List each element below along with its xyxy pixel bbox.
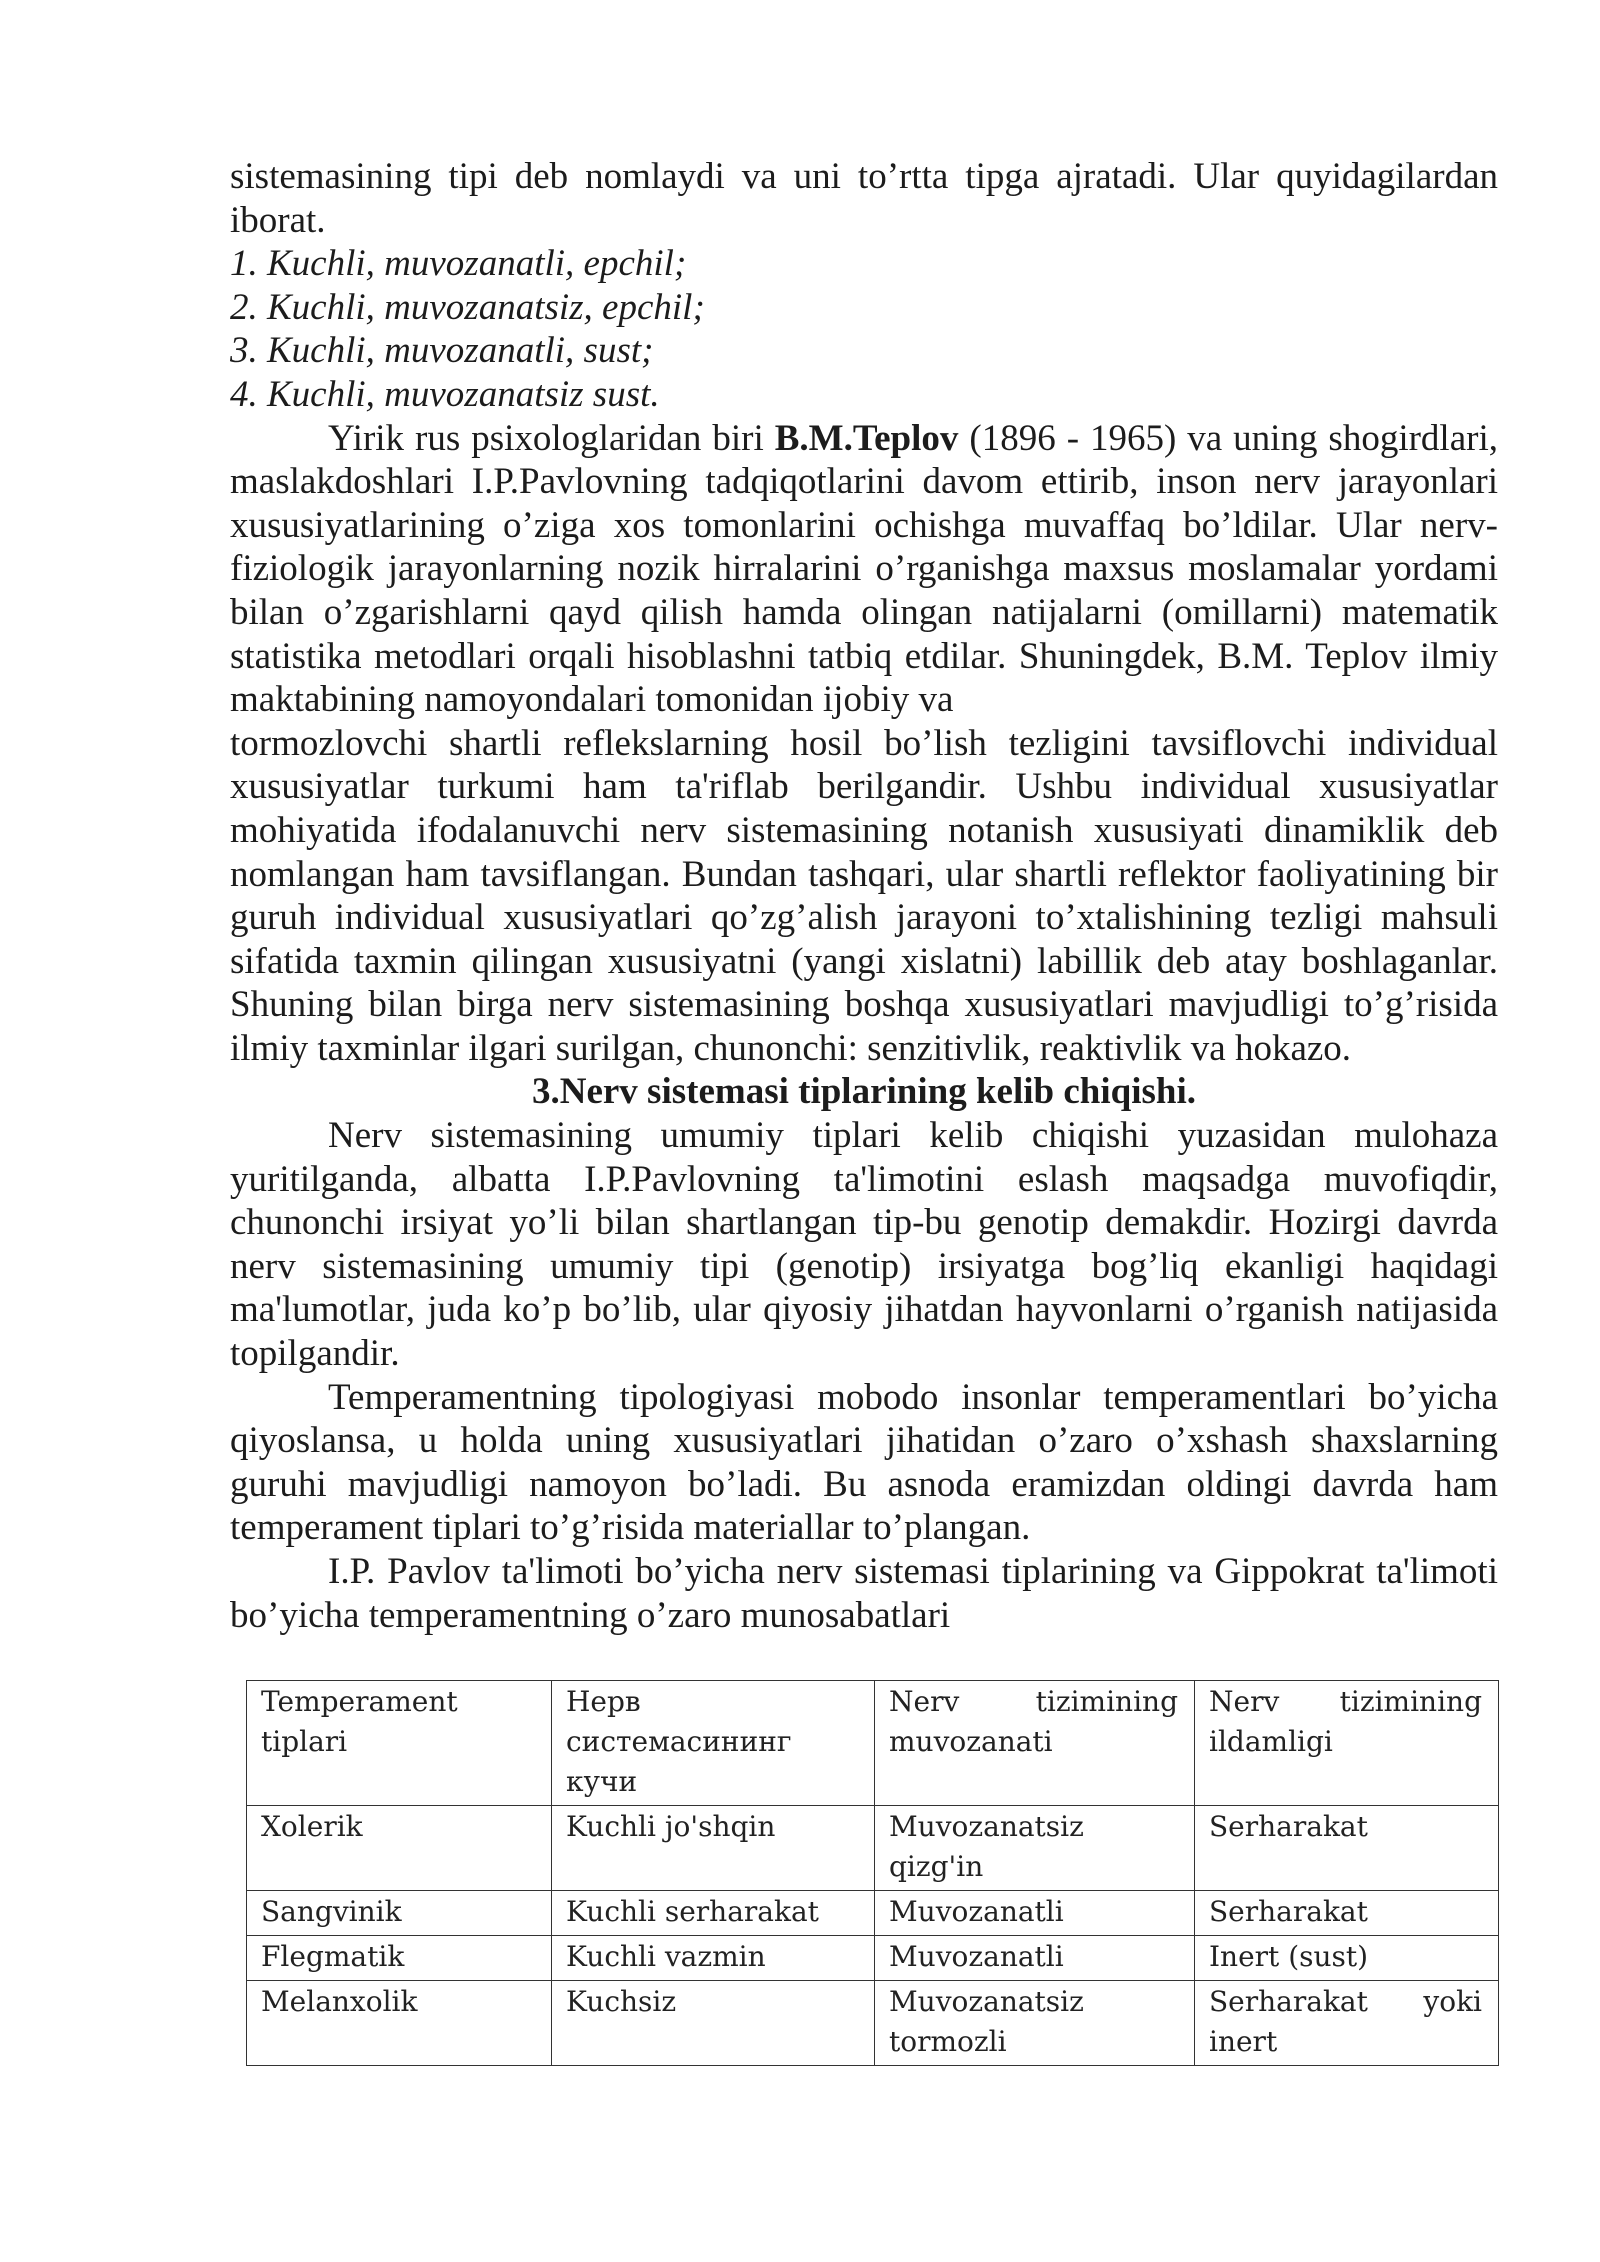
table-cell: Muvozanatli [875, 1891, 1195, 1936]
table-cell: Serharakat [1195, 1806, 1499, 1891]
table-cell: Serharakat [1195, 1891, 1499, 1936]
table-header-cell: Nerv tizimining ildamligi [1195, 1681, 1499, 1806]
table-cell: Inert (sust) [1195, 1936, 1499, 1981]
table-row [247, 1936, 1499, 1981]
table-cell: Muvozanatsiz qizg'in [875, 1806, 1195, 1891]
table-header-cell: Nerv tizimining muvozanati [875, 1681, 1195, 1806]
text-line: tormozlovchi shartli reflekslarning hosil bo’lish tezligini tavsiflovchi individual [230, 722, 1498, 764]
text-line: nomlangan ham tavsiflangan. Bundan tashqari, ular shartli reflektor faoliyatining bir [230, 853, 1498, 895]
list-item: 4. Kuchli, muvozanatsiz sust. [230, 373, 660, 415]
table-cell: Kuchsiz [552, 1981, 875, 2066]
text-line: I.P. Pavlov ta'limoti bo’yicha nerv sistemasi tiplarining va Gippokrat ta'limoti [328, 1551, 1498, 1592]
text-line: nerv sistemasining umumiy tipi (genotip) irsiyatga bog’liq ekanligi haqidagi [230, 1245, 1498, 1287]
text-line: ilmiy taxminlar ilgari surilgan, chunonchi: senzitivlik, reaktivlik va hokazo. [230, 1027, 1352, 1069]
table-cell: Serharakat yoki inert [1195, 1981, 1499, 2066]
table-header-cell: Temperament tiplari [247, 1681, 552, 1806]
table-row [247, 1981, 1499, 2066]
text-line: fiziologik jarayonlarning nozik hirralarini o’rganishga maxsus moslamalar yordami [230, 548, 1498, 590]
list-item: 1. Kuchli, muvozanatli, epchil; [230, 243, 687, 285]
text-line: ma'lumotlar, juda ko’p bo’lib, ular qiyosiy jihatdan hayvonlarni o’rganish natijasida [230, 1289, 1498, 1331]
text-run: Yirik rus psixologlaridan biri [328, 417, 775, 459]
text-line: mohiyatida ifodalanuvchi nerv sistemasining notanish xususiyati dinamiklik deb [230, 809, 1498, 851]
list-item: 3. Kuchli, muvozanatli, sust; [230, 330, 654, 372]
temperament-table [246, 1680, 1499, 2066]
table-cell: Melanxolik [247, 1981, 552, 2066]
table-cell: Xolerik [247, 1806, 552, 1891]
text-line: maktabining namoyondalari tomonidan ijobiy va [230, 679, 954, 721]
text-line: bo’yicha temperamentning o’zaro munosabatlari [230, 1594, 951, 1636]
section-heading: 3.Nerv sistemasi tiplarining kelib chiqishi. [531, 1071, 1196, 1113]
text-line: sifatida taxmin qilingan xususiyatni (yangi xislatni) labillik deb atay boshlaganlar. [230, 940, 1498, 982]
text-line: statistika metodlari orqali hisoblashni tatbiq etdilar. Shuningdek, B.M. Teplov ilmiy [230, 635, 1498, 677]
text-line: chunonchi irsiyat yo’li bilan shartlangan tip-bu genotip demakdir. Hozirgi davrda [230, 1202, 1498, 1244]
author-name: B.M.Teplov [774, 417, 959, 459]
table-cell: Kuchli vazmin [552, 1936, 875, 1981]
text-line: maslakdoshlari I.P.Pavlovning tadqiqotlarini davom ettirib, inson nerv jarayonlari [230, 461, 1498, 503]
table-cell: Flegmatik [247, 1936, 552, 1981]
text-line: xususiyatlarining o’ziga xos tomonlarini ochishga muvaffaq bo’ldilar. Ular nerv- [230, 504, 1498, 546]
text-line: Shuning bilan birga nerv sistemasining boshqa xususiyatlari mavjudligi to’g’risida [230, 984, 1498, 1026]
text-line: qiyoslansa, u holda uning xususiyatlari jihatidan o’zaro o’xshash shaxslarning [230, 1420, 1498, 1462]
table-header-cell: Нерв системасининг кучи [552, 1681, 875, 1806]
table-row [247, 1806, 1499, 1891]
list-item: 2. Kuchli, muvozanatsiz, epchil; [230, 286, 705, 328]
table-cell: Sangvinik [247, 1891, 552, 1936]
text-line: bilan o’zgarishlarni qayd qilish hamda olingan natijalarni (omillarni) matematik [230, 591, 1498, 633]
text-line: Temperamentning tipologiyasi mobodo insonlar temperamentlari bo’yicha [328, 1376, 1498, 1418]
text-line [230, 417, 1498, 461]
document-body [230, 155, 1498, 2066]
text-line: guruh individual xususiyatlari qo’zg’alish jarayoni to’xtalishining tezligi mahsuli [230, 897, 1498, 939]
table-cell: Muvozanatli [875, 1936, 1195, 1981]
text-line: iborat. [230, 199, 326, 241]
table-header-row [247, 1681, 1499, 1806]
table-cell: Muvozanatsiz tormozli [875, 1981, 1195, 2066]
text-line: temperament tiplari to’g’risida materiallar to’plangan. [230, 1507, 1031, 1549]
text-run: (1896 - 1965) va uning shogirdlari, [958, 417, 1498, 459]
table-row [247, 1891, 1499, 1936]
text-line: yuritilganda, albatta I.P.Pavlovning ta'limotini eslash maqsadga muvofiqdir, [230, 1158, 1498, 1200]
text-line: sistemasining tipi deb nomlaydi va uni to’rtta tipga ajratadi. Ular quyidagilardan [230, 156, 1498, 197]
table-cell: Kuchli serharakat [552, 1891, 875, 1936]
text-line: guruhi mavjudligi namoyon bo’ladi. Bu asnoda eramizdan oldingi davrda ham [230, 1463, 1498, 1505]
table-cell: Kuchli jo'shqin [552, 1806, 875, 1891]
text-line: xususiyatlar turkumi ham ta'riflab berilgandir. Ushbu individual xususiyatlar [230, 766, 1498, 808]
text-line: Nerv sistemasining umumiy tiplari kelib chiqishi yuzasidan mulohaza [328, 1115, 1498, 1157]
text-line: topilgandir. [230, 1333, 400, 1375]
